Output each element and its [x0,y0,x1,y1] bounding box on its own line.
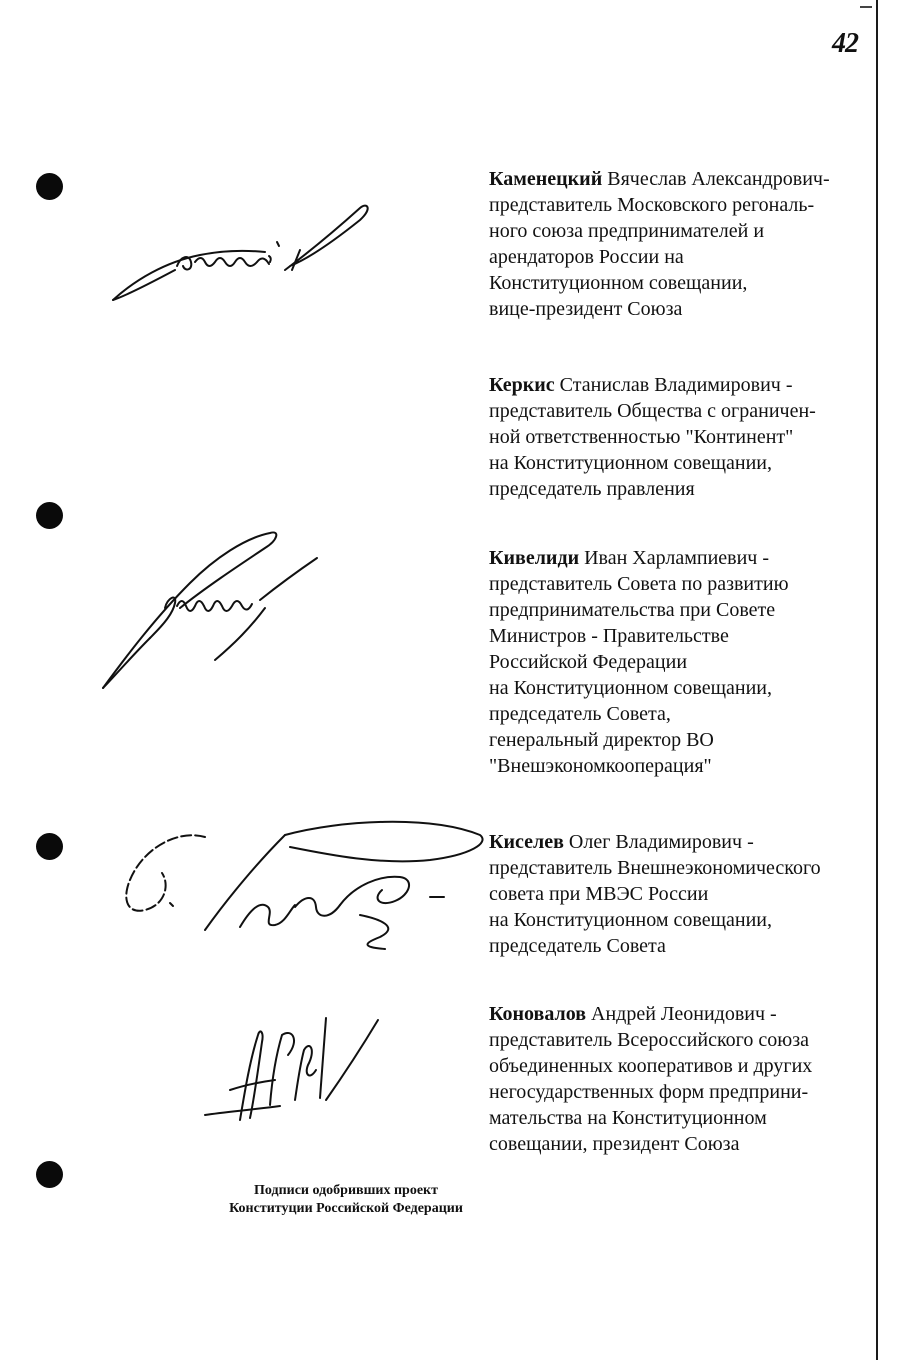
scan-edge-mark [860,6,872,8]
signatory-heading [489,545,864,571]
signatory-description-line: негосударственных форм предприни- [489,1081,809,1103]
page-number: 42 [832,28,858,59]
binder-hole [36,833,63,860]
signatory-description-line: совещании, президент Союза [489,1133,740,1155]
signatory-surname: Каменецкий [489,168,603,190]
signatory-description-line: представитель Совета по развитию [489,573,789,595]
signatory-given-names: Станислав Владимирович - [554,374,793,396]
signatory-entry [489,1001,864,1157]
handwritten-signature [110,815,490,955]
signatory-description-line: представитель Общества с ограничен- [489,400,816,422]
handwritten-signature [105,200,375,310]
signatory-entry [489,829,864,959]
signatory-description-line: Конституционном совещании, [489,272,748,294]
handwritten-signature [95,528,325,693]
binder-hole [36,502,63,529]
signatory-description-line: ной ответственностью "Континент" [489,426,794,448]
signatory-description-line: предпринимательства при Совете [489,599,776,621]
signatory-description-line: Министров - Правительстве [489,625,729,647]
signatory-description-line: Российской Федерации [489,651,688,673]
signatory-entry [489,372,864,502]
page-caption [196,1182,496,1218]
signatory-entry [489,166,864,322]
signatory-description-line: председатель правления [489,478,695,500]
signatory-entry [489,545,864,779]
binder-hole [36,1161,63,1188]
signatory-surname: Коновалов [489,1003,587,1025]
signatory-surname: Кивелиди [489,547,580,569]
signatory-description-line: вице-президент Союза [489,298,683,320]
signatory-description-line: представитель Всероссийского союза [489,1029,809,1051]
signatory-given-names: Вячеслав Александрович- [602,168,830,190]
signatory-description-line: представитель Московского регональ- [489,194,815,216]
signatory-description-line: мательства на Конституционном [489,1107,767,1129]
signatory-surname: Керкис [489,374,555,396]
signatory-description-line: арендаторов России на [489,246,684,268]
binder-hole [36,173,63,200]
signatory-description-line: председатель Совета, [489,703,671,725]
signatory-given-names: Андрей Леонидович - [586,1003,777,1025]
signatory-description-line: на Конституционном совещании, [489,452,772,474]
signatory-given-names: Иван Харлампиевич - [579,547,770,569]
signatory-heading [489,829,864,855]
signatory-description-line: объединенных кооперативов и других [489,1055,813,1077]
signatory-heading [489,372,864,398]
signatory-description-line: председатель Совета [489,935,666,957]
scan-edge-line [876,0,878,1360]
signatory-description-line: представитель Внешнеэкономического [489,857,821,879]
signatory-description-line: ного союза предпринимателей и [489,220,765,242]
signatory-description-line: на Конституционном совещании, [489,677,772,699]
handwritten-signature [200,1010,385,1125]
caption-line: Подписи одобривших проект [254,1183,438,1198]
signatory-given-names: Олег Владимирович - [563,831,754,853]
signatory-description-line: "Внешэкономкооперация" [489,755,712,777]
caption-line: Конституции Российской Федерации [229,1201,463,1216]
signatory-heading [489,166,864,192]
signatory-description-line: на Конституционном совещании, [489,909,772,931]
signatory-description-line: совета при МВЭС России [489,883,709,905]
signatory-heading [489,1001,864,1027]
signatory-surname: Киселев [489,831,564,853]
signatory-description-line: генеральный директор ВО [489,729,714,751]
